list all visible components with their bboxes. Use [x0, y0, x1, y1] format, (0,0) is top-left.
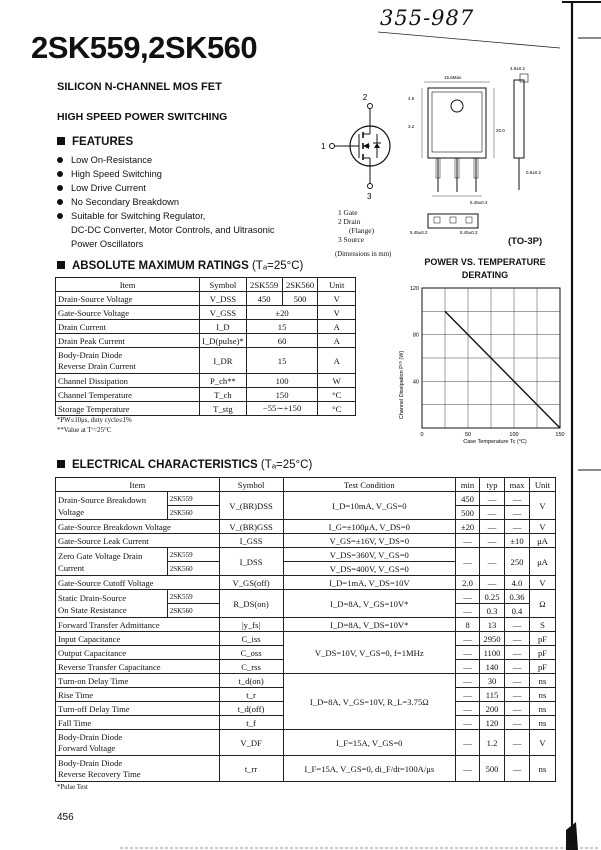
- cell-symbol: I_D(pulse)*: [200, 334, 247, 348]
- cell-item: Drain-Source Breakdown Voltage: [56, 492, 168, 520]
- table-header-row: [56, 278, 356, 292]
- cell-condition: I_G=±100μA, V_DS=0: [283, 520, 456, 534]
- table-row: [56, 306, 356, 320]
- cell-symbol: V_(BR)GSS: [219, 520, 283, 534]
- cell-item: Gate-Source Voltage: [56, 306, 200, 320]
- table-row: [56, 534, 556, 548]
- cell-part: 2SK560: [167, 562, 219, 576]
- svg-text:5.45±0.2: 5.45±0.2: [460, 230, 478, 235]
- cell-min: 8: [456, 618, 480, 632]
- cell-symbol: V_GS(off): [219, 576, 283, 590]
- cell-unit: A: [318, 348, 356, 374]
- table-row: [56, 492, 556, 506]
- cell-item: Reverse Transfer Capacitance: [56, 660, 220, 674]
- cell-symbol: |y_fs|: [219, 618, 283, 632]
- cell-symbol: I_DR: [200, 348, 247, 374]
- cell-typ: 2950: [480, 632, 505, 646]
- table-row: [56, 374, 356, 388]
- cell-item: Gate-Source Breakdown Voltage: [56, 520, 220, 534]
- cell-unit: V: [318, 292, 356, 306]
- y-tick-label: 120: [409, 286, 419, 292]
- cell-min: 2.0: [456, 576, 480, 590]
- cell-item: Turn-off Delay Time: [56, 702, 220, 716]
- square-bullet-icon: [57, 460, 65, 468]
- cell-typ: 1100: [480, 646, 505, 660]
- list-item: No Secondary Breakdown: [57, 195, 337, 209]
- cell-symbol: C_oss: [219, 646, 283, 660]
- cell-unit: μA: [529, 534, 555, 548]
- cell-item: Rise Time: [56, 688, 220, 702]
- cell-condition: V_DS=400V, V_GS=0: [283, 562, 456, 576]
- cell-max: —: [505, 506, 530, 520]
- cell-value: −55∼+150: [246, 402, 318, 416]
- svg-text:20.0: 20.0: [496, 128, 505, 133]
- table-header-row: [56, 478, 556, 492]
- cell-value: 100: [246, 374, 318, 388]
- svg-text:2: 2: [362, 93, 368, 102]
- cell-unit: ns: [529, 702, 555, 716]
- features-heading: FEATURES: [57, 136, 133, 148]
- table-header: Test Condition: [283, 478, 456, 492]
- chart-title: POWER VS. TEMPERATURE DERATING: [424, 257, 546, 280]
- derating-line: [445, 311, 560, 428]
- features-list: [57, 153, 337, 251]
- svg-text:4.8±0.2: 4.8±0.2: [510, 66, 525, 71]
- device-type: SILICON N-CHANNEL MOS FET: [57, 81, 222, 93]
- x-tick-label: 150: [555, 432, 565, 438]
- cell-unit: V: [529, 492, 555, 520]
- cell-symbol: t_r: [219, 688, 283, 702]
- cell-symbol: I_D: [200, 320, 247, 334]
- svg-text:5.45±0.2: 5.45±0.2: [470, 200, 488, 205]
- cell-min: —: [456, 632, 480, 646]
- cell-item: Drain-Source Voltage: [56, 292, 200, 306]
- table-row: [56, 756, 556, 782]
- package-name: (TO-3P): [508, 236, 543, 247]
- table-header: Symbol: [219, 478, 283, 492]
- cell-symbol: T_ch: [200, 388, 247, 402]
- elec-table: [55, 477, 556, 782]
- table-header: 2SK559: [246, 278, 282, 292]
- list-item-continuation: DC-DC Converter, Motor Controls, and Ultrasonic: [71, 225, 275, 235]
- svg-text:15.6Max: 15.6Max: [444, 75, 462, 80]
- page-number: 456: [57, 812, 74, 823]
- cell-typ: —: [480, 520, 505, 534]
- cell-max: —: [505, 702, 530, 716]
- cell-max: —: [505, 632, 530, 646]
- cell-item: Gate-Source Leak Current: [56, 534, 220, 548]
- table-row: [56, 520, 556, 534]
- cell-max: ±10: [505, 534, 530, 548]
- cell-typ: —: [480, 492, 505, 506]
- cell-min: —: [456, 590, 480, 604]
- cell-item: Body-Drain Diode Reverse Drain Current: [56, 348, 200, 374]
- chart-ylabel: Channel Dissipation Pᶜʰ (W): [399, 350, 405, 420]
- cell-min: —: [456, 548, 480, 576]
- cell-symbol: I_DSS: [219, 548, 283, 576]
- cell-min: ±20: [456, 520, 480, 534]
- abs-max-table: [55, 277, 356, 416]
- cell-unit: A: [318, 320, 356, 334]
- cell-max: —: [505, 756, 530, 782]
- cell-item: Channel Temperature: [56, 388, 200, 402]
- cell-min: —: [456, 604, 480, 618]
- cell-symbol: V_DSS: [200, 292, 247, 306]
- application: HIGH SPEED POWER SWITCHING: [57, 111, 228, 123]
- cell-item: Gate-Source Cutoff Voltage: [56, 576, 220, 590]
- cell-typ: 1.2: [480, 730, 505, 756]
- svg-text:4.5: 4.5: [408, 96, 415, 101]
- cell-item: Drain Peak Current: [56, 334, 200, 348]
- svg-text:3.2: 3.2: [408, 124, 415, 129]
- pulse-test-note: *Pulse Test: [57, 784, 88, 791]
- cell-max: —: [505, 646, 530, 660]
- cell-unit: °C: [318, 402, 356, 416]
- chart-ticks: [410, 286, 565, 438]
- list-item: Suitable for Switching Regulator,: [57, 209, 337, 223]
- svg-text:0.6±0.2: 0.6±0.2: [526, 170, 541, 175]
- cell-part: 2SK559: [167, 590, 219, 604]
- cell-symbol: I_GSS: [219, 534, 283, 548]
- table-row: [56, 320, 356, 334]
- table-header: 2SK560: [282, 278, 318, 292]
- cell-max: 0.36: [505, 590, 530, 604]
- cell-unit: μA: [529, 548, 555, 576]
- table-row: [56, 292, 356, 306]
- cell-item: Zero Gate Voltage Drain Current: [56, 548, 168, 576]
- cell-unit: A: [318, 334, 356, 348]
- cell-unit: pF: [529, 632, 555, 646]
- cell-typ: 140: [480, 660, 505, 674]
- cell-max: —: [505, 520, 530, 534]
- table-row: [56, 334, 356, 348]
- cell-max: —: [505, 688, 530, 702]
- table-row: [56, 730, 556, 756]
- cell-value: 450: [246, 292, 282, 306]
- cell-item: Drain Current: [56, 320, 200, 334]
- cell-symbol: V_DF: [219, 730, 283, 756]
- cell-item: Channel Dissipation: [56, 374, 200, 388]
- package-outline-drawing: [408, 62, 570, 242]
- cell-part: 2SK559: [167, 492, 219, 506]
- dimensions-note: (Dimensions in mm): [335, 251, 392, 258]
- table-header: max: [505, 478, 530, 492]
- cell-value: 60: [246, 334, 318, 348]
- cell-typ: 0.25: [480, 590, 505, 604]
- cell-typ: 200: [480, 702, 505, 716]
- cell-max: —: [505, 730, 530, 756]
- cell-min: —: [456, 702, 480, 716]
- cell-condition: V_DS=360V, V_GS=0: [283, 548, 456, 562]
- mosfet-symbol-icon: [315, 88, 415, 206]
- cell-unit: V: [529, 520, 555, 534]
- cell-item: Input Capacitance: [56, 632, 220, 646]
- cell-unit: W: [318, 374, 356, 388]
- cell-unit: V: [318, 306, 356, 320]
- cell-symbol: T_stg: [200, 402, 247, 416]
- cell-value: 15: [246, 348, 318, 374]
- cell-symbol: V_GSS: [200, 306, 247, 320]
- derating-chart: [390, 280, 570, 450]
- cell-condition: I_D=8A, V_DS=10V*: [283, 618, 456, 632]
- cell-min: —: [456, 674, 480, 688]
- cell-min: —: [456, 716, 480, 730]
- cell-condition: V_GS=±16V, V_DS=0: [283, 534, 456, 548]
- table-header: Unit: [529, 478, 555, 492]
- cell-max: —: [505, 618, 530, 632]
- abs-max-note: **Value at Tᶜ=25°C: [57, 427, 112, 434]
- cell-unit: V: [529, 730, 555, 756]
- page-title: 2SK559,2SK560: [31, 30, 258, 65]
- cell-typ: 0.3: [480, 604, 505, 618]
- cell-min: 450: [456, 492, 480, 506]
- table-row: [56, 402, 356, 416]
- svg-text:3: 3: [367, 192, 372, 201]
- cell-condition: I_F=15A, V_GS=0: [283, 730, 456, 756]
- y-tick-label: 40: [412, 379, 419, 386]
- list-item: Low Drive Current: [57, 181, 337, 195]
- cell-symbol: C_rss: [219, 660, 283, 674]
- cell-condition: V_DS=10V, V_GS=0, f=1MHz: [283, 632, 456, 674]
- table-header: min: [456, 478, 480, 492]
- cell-condition: I_D=8A, V_GS=10V, R_L=3.75Ω: [283, 674, 456, 730]
- cell-symbol: t_d(on): [219, 674, 283, 688]
- table-row: [56, 590, 556, 604]
- cell-max: —: [505, 492, 530, 506]
- chart-xlabel: Case Temperature Tc (°C): [463, 439, 527, 445]
- cell-min: —: [456, 660, 480, 674]
- cell-item: Forward Transfer Admittance: [56, 618, 220, 632]
- cell-typ: —: [480, 576, 505, 590]
- cell-value: 150: [246, 388, 318, 402]
- square-bullet-icon: [57, 261, 65, 269]
- cell-min: —: [456, 730, 480, 756]
- cell-max: 4.0: [505, 576, 530, 590]
- cell-part: 2SK559: [167, 548, 219, 562]
- cell-typ: —: [480, 548, 505, 576]
- cell-condition: I_D=10mA, V_GS=0: [283, 492, 456, 520]
- cell-part: 2SK560: [167, 604, 219, 618]
- cell-condition: I_D=8A, V_GS=10V*: [283, 590, 456, 618]
- cell-item: Output Capacitance: [56, 646, 220, 660]
- table-header: Unit: [318, 278, 356, 292]
- cell-max: —: [505, 660, 530, 674]
- table-row: [56, 632, 556, 646]
- table-header: Item: [56, 478, 220, 492]
- cell-min: —: [456, 646, 480, 660]
- cell-condition: I_D=1mA, V_DS=10V: [283, 576, 456, 590]
- table-header: Symbol: [200, 278, 247, 292]
- table-row: [56, 548, 556, 562]
- cell-typ: 120: [480, 716, 505, 730]
- cell-item: Body-Drain Diode Forward Voltage: [56, 730, 220, 756]
- cell-value: ±20: [246, 306, 318, 320]
- cell-min: 500: [456, 506, 480, 520]
- handwritten-note: 355-987: [380, 6, 475, 30]
- cell-max: 250: [505, 548, 530, 576]
- cell-unit: ns: [529, 674, 555, 688]
- table-row: [56, 348, 356, 374]
- cell-unit: ns: [529, 688, 555, 702]
- list-item-continuation: Power Oscillators: [71, 239, 144, 249]
- cell-max: 0.4: [505, 604, 530, 618]
- cell-item: Turn-on Delay Time: [56, 674, 220, 688]
- table-row: [56, 674, 556, 688]
- cell-unit: ns: [529, 716, 555, 730]
- cell-value: 500: [282, 292, 318, 306]
- table-row: [56, 388, 356, 402]
- cell-symbol: C_iss: [219, 632, 283, 646]
- list-item: Low On-Resistance: [57, 153, 337, 167]
- table-header: Item: [56, 278, 200, 292]
- cell-item: Fall Time: [56, 716, 220, 730]
- cell-symbol: t_d(off): [219, 702, 283, 716]
- cell-symbol: R_DS(on): [219, 590, 283, 618]
- cell-typ: —: [480, 534, 505, 548]
- svg-text:5.45±0.2: 5.45±0.2: [410, 230, 428, 235]
- abs-max-note: *PW≤10μs, duty cycle≤1%: [57, 417, 132, 424]
- list-item: High Speed Switching: [57, 167, 337, 181]
- cell-min: —: [456, 756, 480, 782]
- cell-unit: V: [529, 576, 555, 590]
- y-tick-label: 80: [412, 332, 419, 339]
- square-bullet-icon: [57, 137, 65, 145]
- cell-min: —: [456, 534, 480, 548]
- cell-symbol: t_f: [219, 716, 283, 730]
- cell-unit: S: [529, 618, 555, 632]
- cell-item: Static Drain-Source On State Resistance: [56, 590, 168, 618]
- cell-max: —: [505, 674, 530, 688]
- cell-value: 15: [246, 320, 318, 334]
- cell-max: —: [505, 716, 530, 730]
- cell-condition: I_F=15A, V_GS=0, di_F/dt=100A/μs: [283, 756, 456, 782]
- cell-part: 2SK560: [167, 506, 219, 520]
- cell-typ: 13: [480, 618, 505, 632]
- abs-max-heading: ABSOLUTE MAXIMUM RATINGS (Tₐ=25°C): [57, 260, 303, 272]
- cell-min: —: [456, 688, 480, 702]
- cell-symbol: P_ch**: [200, 374, 247, 388]
- x-tick-label: 50: [464, 432, 472, 438]
- cell-unit: °C: [318, 388, 356, 402]
- cell-item: Storage Temperature: [56, 402, 200, 416]
- elec-heading: ELECTRICAL CHARACTERISTICS (Tₐ=25°C): [57, 459, 312, 471]
- svg-text:1: 1: [321, 142, 326, 151]
- cell-unit: ns: [529, 756, 555, 782]
- x-tick-label: 100: [509, 432, 519, 438]
- cell-typ: 115: [480, 688, 505, 702]
- cell-unit: pF: [529, 660, 555, 674]
- table-row: [56, 618, 556, 632]
- cell-unit: Ω: [529, 590, 555, 618]
- cell-symbol: t_rr: [219, 756, 283, 782]
- cell-typ: 500: [480, 756, 505, 782]
- cell-unit: pF: [529, 646, 555, 660]
- cell-item: Body-Drain Diode Reverse Recovery Time: [56, 756, 220, 782]
- cell-typ: 30: [480, 674, 505, 688]
- x-tick-label: 0: [420, 432, 424, 438]
- table-row: [56, 576, 556, 590]
- cell-typ: —: [480, 506, 505, 520]
- cell-symbol: V_(BR)DSS: [219, 492, 283, 520]
- pin-legend: 1 Gate 2 Drain (Flange) 3 Source: [338, 208, 375, 244]
- table-header: typ: [480, 478, 505, 492]
